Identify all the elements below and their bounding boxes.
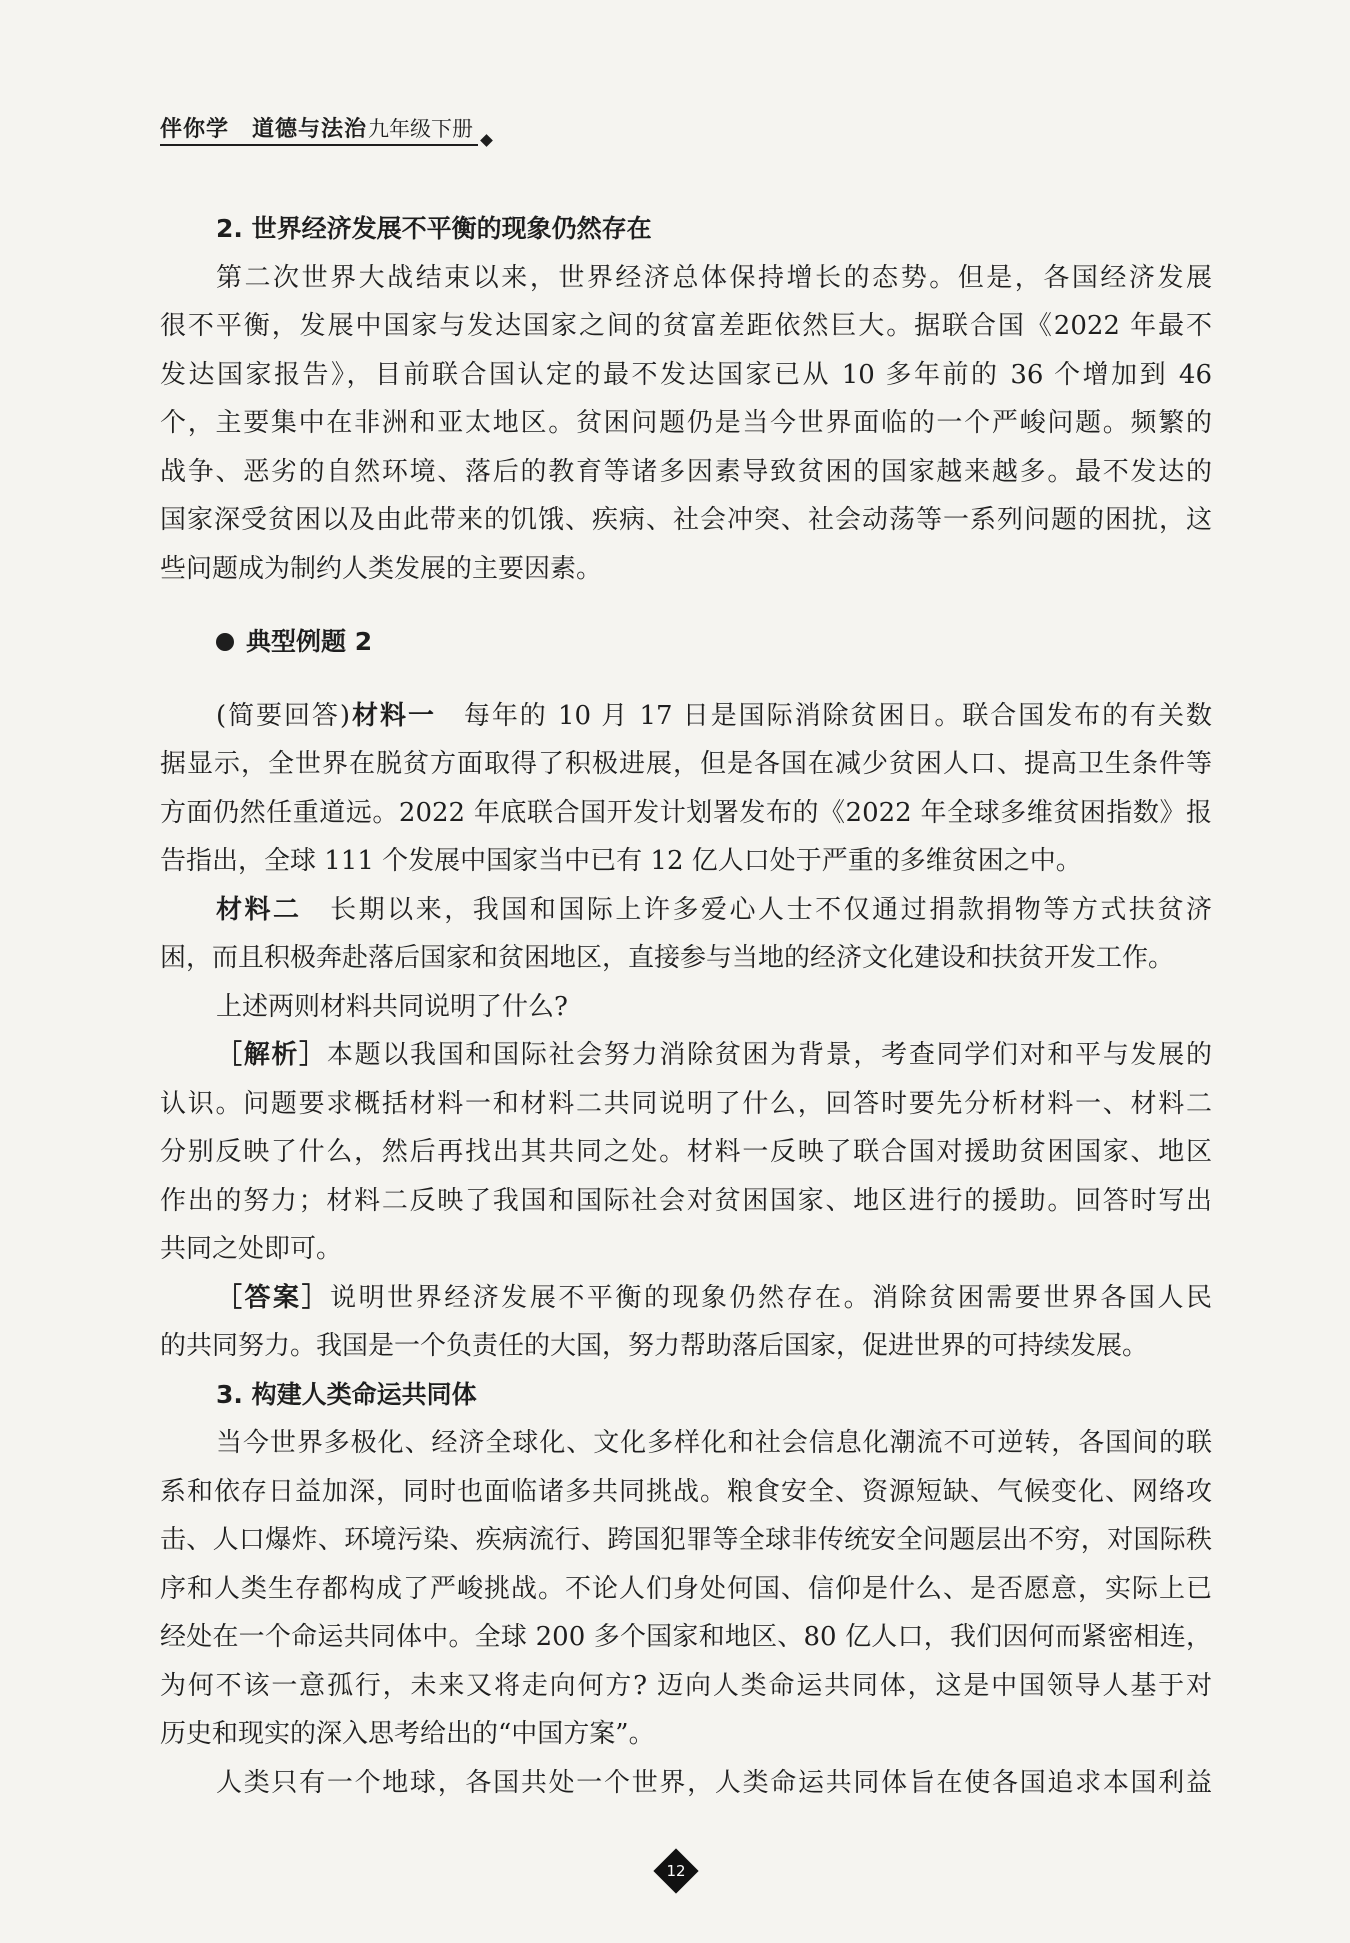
answer-first-line <box>160 1274 1212 1323</box>
text-line: 些问题成为制约人类发展的主要因素。 <box>160 553 603 584</box>
text-run: 每年的 10 月 17 日是国际消除贫困日。联合国发布的有关数 <box>461 700 1212 731</box>
text-line: 很不平衡，发展中国家与发达国家之间的贫富差距依然巨大。据联合国《2022 年最不 <box>160 311 1212 341</box>
text-line: 的共同努力。我国是一个负责任的大国，努力帮助落后国家，促进世界的可持续发展。 <box>160 1331 1149 1361</box>
example-title <box>160 618 1212 667</box>
text-line: 作出的努力；材料二反映了我国和国际社会对贫困国家、地区进行的援助。回答时写出 <box>160 1185 1212 1216</box>
text-line: 经处在一个命运共同体中。全球 200 多个国家和地区、80 亿人口，我们因何而紧密相连， <box>160 1622 1212 1652</box>
text-line: 第二次世界大战结束以来，世界经济总体保持增长的态势。但是，各国经济发展 <box>216 262 1212 293</box>
text-line: 为何不该一意孤行，未来又将走向何方? 迈向人类命运共同体，这是中国领导人基于对 <box>160 1670 1212 1701</box>
material-1-label: 材料一 <box>350 700 436 731</box>
text-run: 说明世界经济发展不平衡的现象仍然存在。消除贫困需要世界各国人民 <box>330 1282 1212 1313</box>
text-line: 个，主要集中在非洲和亚太地区。贫困问题仍是当今世界面临的一个严峻问题。频繁的 <box>160 408 1212 438</box>
section-3-heading: 3. 构建人类命运共同体 <box>216 1379 477 1409</box>
text-line: 分别反映了什么，然后再找出其共同之处。材料一反映了联合国对援助贫困国家、地区 <box>160 1137 1212 1167</box>
text-run: 长期以来，我国和国际上许多爱心人士不仅通过捐款捐物等方式扶贫济 <box>327 894 1212 925</box>
text-line: 据显示，全世界在脱贫方面取得了积极进展，但是各国在减少贫困人口、提高卫生条件等 <box>160 749 1212 779</box>
spacer <box>160 593 1212 618</box>
text-line: 击、人口爆炸、环境污染、疾病流行、跨国犯罪等全球非传统安全问题层出不穷，对国际秩 <box>160 1525 1212 1555</box>
text-line: 战争、恶劣的自然环境、落后的教育等诸多因素导致贫困的国家越来越多。最不发达的 <box>160 456 1212 487</box>
text-line: 共同之处即可。 <box>160 1234 343 1264</box>
text-line: 认识。问题要求概括材料一和材料二共同说明了什么，回答时要先分析材料一、材料二 <box>160 1088 1212 1119</box>
text-line: 告指出，全球 111 个发展中国家当中已有 12 亿人口处于严重的多维贫困之中。 <box>160 846 1082 876</box>
running-header <box>160 112 500 146</box>
text-line: 序和人类生存都构成了严峻挑战。不论人们身处何国、信仰是什么、是否愿意，实际上已 <box>160 1573 1212 1604</box>
header-rule <box>160 144 478 146</box>
question-type: (简要回答) <box>216 700 351 731</box>
text-line: 发达国家报告》，目前联合国认定的最不发达国家已从 10 多年前的 36 个增加到 46 <box>160 359 1212 390</box>
bullet-icon <box>216 633 234 651</box>
page-number-badge <box>653 1848 699 1894</box>
text-line: 国家深受贫困以及由此带来的饥饿、疾病、社会冲突、社会动荡等一系列问题的困扰，这 <box>160 505 1212 535</box>
text-line: 人类只有一个地球，各国共处一个世界，人类命运共同体旨在使各国追求本国利益 <box>216 1767 1212 1798</box>
text-line: 当今世界多极化、经济全球化、文化多样化和社会信息化潮流不可逆转，各国间的联 <box>216 1428 1212 1458</box>
answer-label: ［答案］ <box>216 1282 331 1313</box>
material-2-first-line <box>160 886 1212 935</box>
material-1-first-line <box>160 692 1212 741</box>
text-line: 系和依存日益加深，同时也面临诸多共同挑战。粮食安全、资源短缺、气候变化、网络攻 <box>160 1476 1212 1507</box>
text-line: 历史和现实的深入思考给出的“中国方案”。 <box>160 1719 655 1749</box>
spacer <box>160 667 1212 692</box>
header-grade: 九年级下册 <box>368 117 473 141</box>
section-2-heading: 2. 世界经济发展不平衡的现象仍然存在 <box>216 214 652 243</box>
header-book-title: 伴你学 <box>160 117 230 142</box>
example-title-text: 典型例题 2 <box>246 627 373 656</box>
question-line: 上述两则材料共同说明了什么? <box>216 991 568 1022</box>
page-number: 12 <box>666 1862 686 1880</box>
page-content <box>160 205 1212 1807</box>
analysis-first-line <box>160 1031 1212 1080</box>
material-2-label: 材料二 <box>216 894 302 925</box>
header-subject: 道德与法治 <box>252 117 368 142</box>
text-line: 困，而且积极奔赴落后国家和贫困地区，直接参与当地的经济文化建设和扶贫开发工作。 <box>160 943 1175 973</box>
analysis-label: ［解析］ <box>216 1040 327 1070</box>
text-run: 本题以我国和国际社会努力消除贫困为背景，考查同学们对和平与发展的 <box>326 1040 1212 1070</box>
text-line: 方面仍然任重道远。2022 年底联合国开发计划署发布的《2022 年全球多维贫困指数》报 <box>160 797 1212 828</box>
